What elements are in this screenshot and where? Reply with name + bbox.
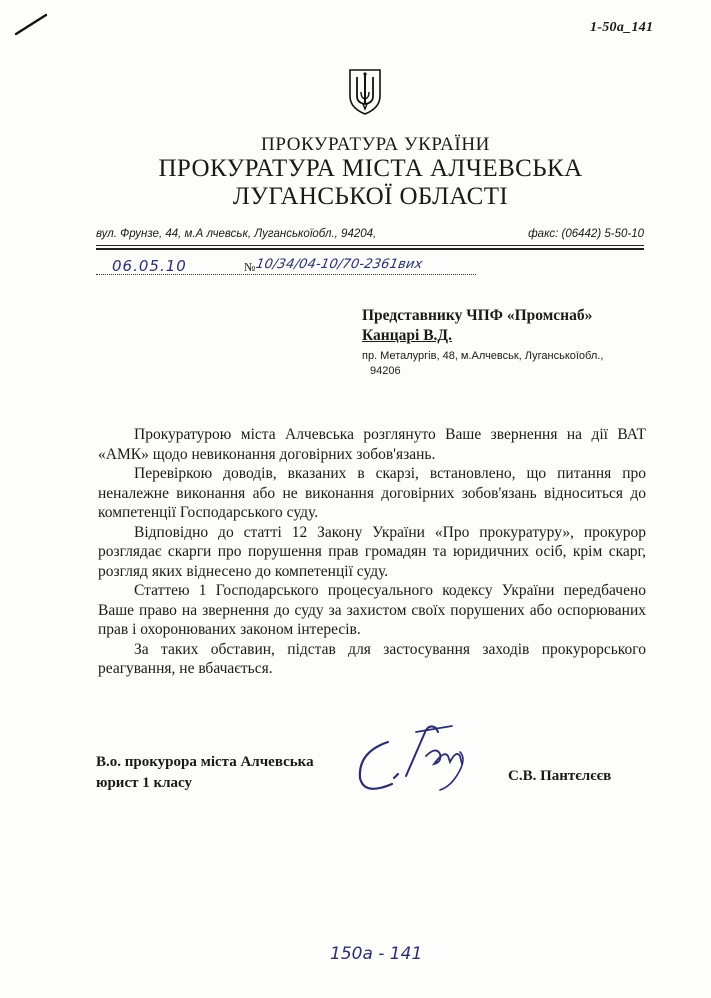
trident-emblem-icon <box>347 66 383 116</box>
signatory-name: С.В. Пантєлєєв <box>508 768 612 784</box>
recipient-name: Канцарі В.Д. <box>362 327 452 344</box>
recipient-street: пр. Металургів, 48, м.Алчевськ, Луганськоїобл., <box>362 350 604 362</box>
signatory-rank: юрист 1 класу <box>96 775 192 791</box>
header-rule-thin <box>96 245 644 246</box>
body-paragraph: Відповідно до статті 12 Закону України «Про прокуратуру», прокурор розглядає скарги про порушення прав громадян та юридичних осіб, крім скарг, розгляд яких віднесено до компетенції суду. <box>98 523 646 580</box>
outgoing-date: 06.05.10 <box>112 257 187 275</box>
body-paragraph: Статтею 1 Господарського процесуального кодексу України передбачено Ваше право на звернення до суду за захистом своїх порушених або оспорюваних прав і охоронюваних законом інтересів. <box>98 582 646 638</box>
office-fax: факс: (06442) 5-50-10 <box>528 228 644 240</box>
body-paragraph: За таких обставин, підстав для застосування заходів прокурорського реагування, не вбачається. <box>98 640 646 677</box>
office-address: вул. Фрунзе, 44, м.А лчевськ, Луганськоїобл., 94204, <box>96 228 377 240</box>
body-paragraph: Перевіркою доводів, вказаних в скарзі, встановлено, що питання про неналежне виконання або не виконання договірних зобов'язань відноситься до компетенції Господарського суду. <box>98 465 646 521</box>
header-line-1: ПРОКУРАТУРА УКРАЇНИ <box>261 134 490 155</box>
outgoing-date-number <box>96 258 476 278</box>
number-sign: № <box>244 260 256 274</box>
recipient-address <box>362 349 622 379</box>
recipient-postal-index: 94206 <box>370 365 401 377</box>
signatory-title <box>96 752 314 794</box>
header-line-2: ПРОКУРАТУРА МІСТА АЛЧЕВСЬКА <box>158 155 583 182</box>
handwritten-signature <box>348 712 478 822</box>
header-rule-thick <box>96 248 644 250</box>
body-paragraph: Прокуратурою міста Алчевська розглянуто Ваше звернення на дії ВАТ «АМК» щодо невиконання договірних зобов'язань. <box>98 426 646 463</box>
recipient-block <box>362 307 622 379</box>
letter-body <box>98 425 646 679</box>
header-line-3: ЛУГАНСЬКОЇ ОБЛАСТІ <box>232 183 509 210</box>
outgoing-number: 10/34/04-10/70-2361вих <box>254 257 424 272</box>
reference-code: 1-50a_141 <box>590 20 654 35</box>
recipient-org: Представнику ЧПФ «Промснаб» <box>362 307 593 324</box>
corner-stroke-mark <box>14 12 48 36</box>
signatory-position: В.о. прокурора міста Алчевська <box>96 754 314 770</box>
page-number-stamp: 150а - 141 <box>330 944 423 964</box>
